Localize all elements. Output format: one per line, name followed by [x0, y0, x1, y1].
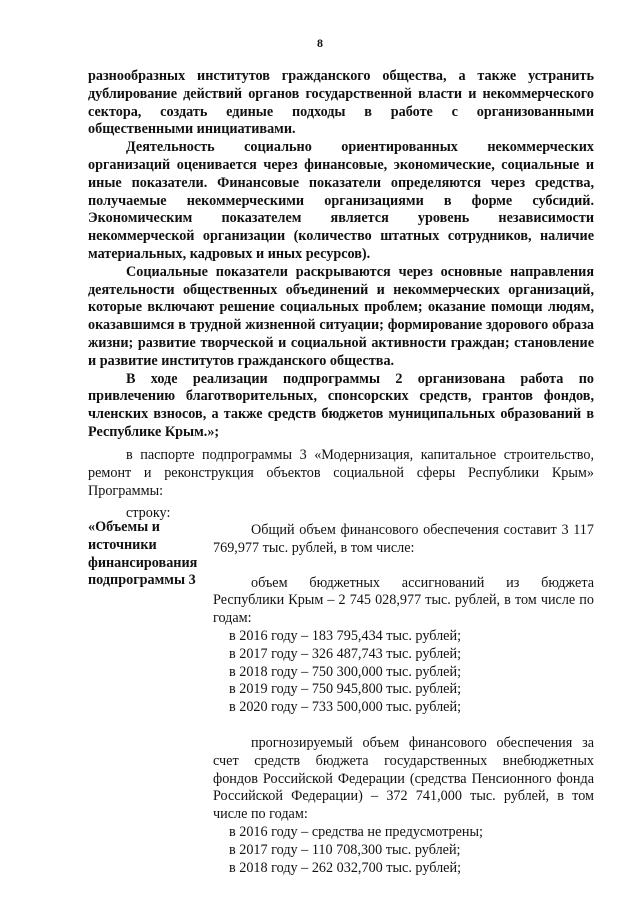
left-line-3: финансирования	[88, 554, 198, 571]
intro-paragraph-2: Деятельность социально ориентированных некоммерческих организаций оценивается через финансовые, экономические, социальные и иные показатели. Финансовые показатели определяются через средства, получаемые некоммерческими организациями в форме субсидий. Экономическим показателем является уровень независимости некоммерческой организации (количество штатных сотрудников, наличие материальных, кадровых и иных ресурсов).	[88, 139, 594, 262]
budget-year-2019: в 2019 году – 750 945,800 тыс. рублей;	[229, 681, 462, 698]
intro-paragraph-4: В ходе реализации подпрограммы 2 организована работа по привлечению благотворительных, спонсорских средств, грантов фондов, членских взносов, а также средств бюджетов муниципальных образований в Республике Крым.»;	[88, 370, 594, 440]
left-line-2: источники	[88, 536, 157, 553]
intro-paragraph-3: Социальные показатели раскрываются через основные направления деятельности общественных объединений и некоммерческих организаций, которые включают решение социальных проблем; оказание помощи людям, оказавшимся в трудной жизненной ситуации; формирование здорового образа жизни; развитие творческой и социальной активности граждан; становление и развитие институтов гражданского общества.	[88, 263, 594, 369]
intro-block	[88, 68, 594, 442]
table-right-cell	[213, 522, 594, 877]
total-financing: Общий объем финансового обеспечения составит 3 117 769,977 тыс. рублей, в том числе:	[213, 522, 594, 556]
forecast-year-2016: в 2016 году – средства не предусмотрены;	[229, 823, 483, 840]
budget-year-2020: в 2020 году – 733 500,000 тыс. рублей;	[229, 699, 462, 716]
budget-year-2018: в 2018 году – 750 300,000 тыс. рублей;	[229, 663, 462, 680]
intro-paragraph-1: разнообразных институтов гражданского общества, а также устранить дублирование действий органов государственной власти и некоммерческого сектора, создать единые подходы в работе с организованными общественными инициативами.	[88, 68, 594, 138]
budget-allocation: объем бюджетных ассигнований из бюджета Республики Крым – 2 745 028,977 тыс. рублей, в том числе по годам:	[213, 574, 594, 627]
forecast-financing: прогнозируемый объем финансового обеспечения за счет средств бюджета государственных внебюджетных фондов Российской Федерации (средства Пенсионного фонда Российской Федерации) – 372 741,000 тыс. рублей, в том числе по годам:	[213, 734, 594, 823]
row-label: строку:	[126, 505, 171, 521]
budget-year-2016: в 2016 году – 183 795,434 тыс. рублей;	[229, 627, 462, 644]
table-left-cell	[88, 519, 213, 590]
passport-note-block	[88, 447, 594, 500]
budget-year-2017: в 2017 году – 326 487,743 тыс. рублей;	[229, 645, 462, 662]
passport-note: в паспорте подпрограммы 3 «Модернизация, капитальное строительство, ремонт и реконструкция объектов социальной сферы Республики Крым» Программы:	[88, 447, 594, 499]
forecast-year-2018: в 2018 году – 262 032,700 тыс. рублей;	[229, 859, 462, 876]
left-line-1: «Объемы и	[88, 519, 160, 535]
forecast-year-2017: в 2017 году – 110 708,300 тыс. рублей;	[229, 841, 461, 858]
page-number: 8	[317, 36, 323, 50]
left-line-4: подпрограммы 3	[88, 572, 196, 589]
